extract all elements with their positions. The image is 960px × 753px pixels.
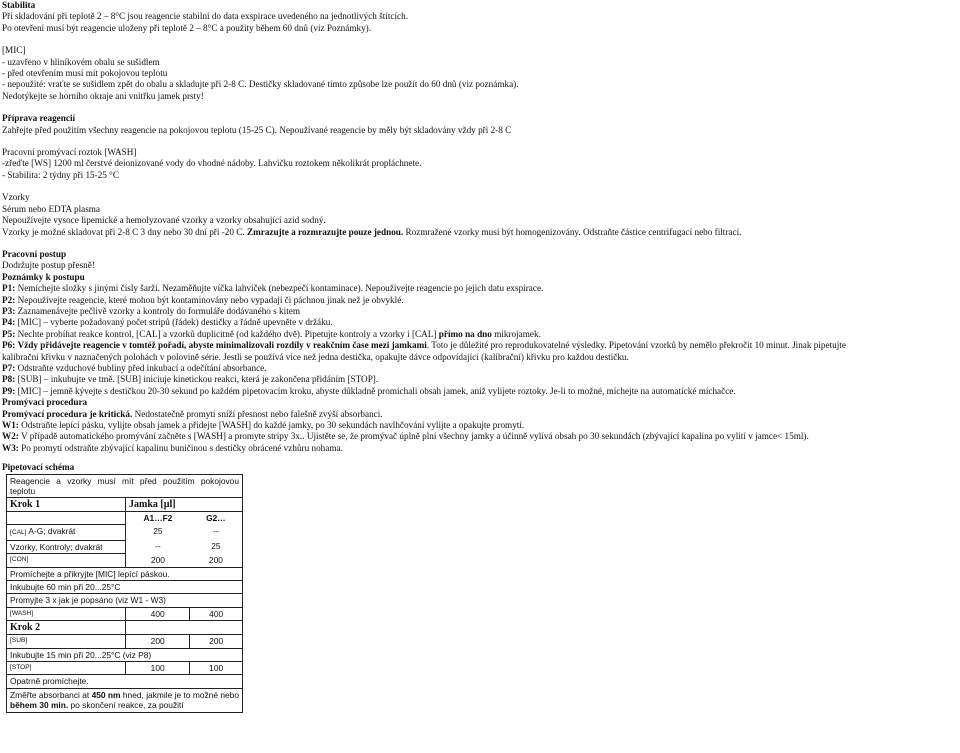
note-p1: P1: Nemíchejte složky s jinými čísly šarží. Nezaměňujte víčka lahviček (nebezpečí kontaminace). Nepoužívejte reagencie po jejich datu exspirace. <box>2 283 544 294</box>
note-p9: P9: [MIC] – jemně kývejte s destičkou 20-30 sekund po každém pipetovacím kroku, abyste důkladně promíchali obsah jamek, aniž vylijete roztoky. Je-li to možné, míchejte na automatické míchačce. <box>2 385 736 396</box>
pipetting-table <box>6 474 243 713</box>
wash-w1: W1: Odstraňte lepící pásku, vylijte obsah jamek a přidejte [WASH] do každé jamky, po 30 sekundách navlhčování vylijte a opakujte promytí. <box>2 420 525 430</box>
row-samples-label: Vzorky, Kontroly; dvakrát <box>7 540 126 553</box>
row-con-v1: 200 <box>126 554 190 567</box>
mic-title: [MIC] <box>2 45 26 56</box>
note-p7: P7: Odstraňte vzduchové bubliny před inkubací a odečítání absorbance. <box>2 362 267 373</box>
note-p2: P2: Nepoužívejte reagencie, které mohou být kontaminovány nebo vypadají či páchnou jinak než je obvyklé. <box>2 294 404 305</box>
row-con-label: [CON] <box>7 554 126 567</box>
wash-w3: W3: Po promytí odstraňte zbývající kapalinu buničinou s destičky obrácené vzhůru nohama. <box>2 442 343 453</box>
washing-line: Promývací procedura je kritická. Nedostatečně promytí sníží přesnost nebo falešně zvýší absorbanci. <box>2 408 383 419</box>
incubate-instruction: Inkubujte 60 min při 20...25°C <box>7 580 243 593</box>
incubate-instruction-2: Inkubujte 15 min při 20...25°C (viz P8) <box>7 648 243 661</box>
row-con-v2: 200 <box>190 554 243 567</box>
row-stop-label: [STOP] <box>7 662 126 675</box>
mic-line: - uzavřeno v hliníkovém obalu se sušidlem <box>2 56 160 67</box>
stability-line: Po otevření musí být reagencie uloženy při teplotě 2 – 8°C a použity během 60 dnů (viz Poznámky). <box>2 22 372 33</box>
row-wash-label: [WASH] <box>7 607 126 620</box>
col-header-g2: G2… <box>190 512 243 525</box>
wash-title: Pracovní promývací roztok [WASH] <box>2 147 137 158</box>
notes-title: Poznámky k postupu <box>2 271 85 282</box>
row-samples-v2: 25 <box>190 540 243 553</box>
procedure-line: Dodržujte postup přesně! <box>2 260 95 271</box>
row-stop-v1: 100 <box>126 662 190 675</box>
mic-line: Nedotýkejte se horního okraje ani vnitřku jamek prsty! <box>2 90 204 101</box>
mic-line: - před otevřením musí mít pokojovou teplotu <box>2 68 168 79</box>
mic-line: - nepoužité: vraťte se sušidlem zpět do obalu a skladujte při 2-8 C. Destičky skladované tímto způsobe lze použít do 60 dnů (viz poznámka). <box>2 79 519 90</box>
row-cal-v1: 25 <box>126 525 190 540</box>
note-p8: P8: [SUB] – inkubujte ve tmě. [SUB] iniciuje kinetickou reakci, která je zakončena přidáním [STOP]. <box>2 374 379 385</box>
row-cal-v2: -- <box>190 525 243 540</box>
stability-line: Při skladování při teplotě 2 – 8°C jsou reagencie stabilní do data exspirace uvedeného na jednotlivých štítcích. <box>2 11 409 22</box>
mix-instruction-2: Opatrně promíchejte. <box>7 675 243 688</box>
procedure-title: Pracovní postup <box>2 248 67 259</box>
samples-line: Nepoužívejte vysoce lipemické a hemolyzované vzorky a vzorky obsahující azid sodný. <box>2 215 326 226</box>
row-wash-v1: 400 <box>126 607 190 620</box>
prep-line: Zahřejte před použitím všechny reagencie na pokojovou teplotu (15-25 C). Nepoužívané reagencie by měly být skladovány vždy při 2-8 C <box>2 124 512 135</box>
samples-title: Vzorky <box>2 192 30 203</box>
row-sub-v2: 200 <box>190 635 243 648</box>
wash-line: - Stabilita: 2 týdny při 15-25 °C <box>2 169 119 180</box>
document <box>2 0 954 713</box>
pipetting-title: Pipetovací schéma <box>2 462 75 473</box>
step-1-label: Krok 1 <box>7 498 126 512</box>
note-p3: P3: Zaznamenávejte pečlivě vzorky a kontroly do formuláře dodávaného s kitem <box>2 305 300 316</box>
wash-w2: W2: V případě automatického promývání začněte s [WASH] a promyte stripy 3x.. Ujistěte se, že promývač úplně plní všechny jamky a účinně vylívá obsah po 30 sekundách (zbývající kapalina po vylití v jamce< 15ml). <box>2 431 809 442</box>
samples-line: Vzorky je možné skladovat při 2-8 C 3 dny nebo 30 dní při -20 C. Zmrazujte a rozmrazujte pouze jednou. Rozmražené vzorky musí být homogenizovány. Odstraňte částice centrifugací nebo filtrací. <box>2 226 742 237</box>
row-sub-label: [SUB] <box>7 635 126 648</box>
washing-title: Promývací procedura <box>2 397 88 408</box>
row-sub-v1: 200 <box>126 635 190 648</box>
note-p4: P4: [MIC] – vyberte požadovaný počet stripů (řádek) destičky a řádně upevněte v držáku. <box>2 317 333 328</box>
well-header: Jamka [µl] <box>126 498 243 512</box>
note-p6-cont: kalibrační křivku v naznačených polohách v polovině série. Jestli se používá více než jedna destička, opakujte dávce odpovídající (kalibrační) křivku pro každou destičku. <box>2 351 629 362</box>
row-wash-v2: 400 <box>190 607 243 620</box>
step-2-label: Krok 2 <box>7 621 126 635</box>
note-p6: P6: Vždy přidávejte reagencie v tomtéž pořadí, abyste minimalizovali rozdíly v reakčním čase mezi jamkami. Toto je důležité pro reprodukovatelné výsledky. Pipetování vzorků by nemělo překročit 10 minut. Jinak pipetujte <box>2 340 846 351</box>
rinse-instruction: Promyjte 3 x jak je popsáno (viz W1 - W3) <box>7 594 243 607</box>
measure-instruction: Změřte absorbanci at 450 nm hned, jakmile je to možné nebo během 30 min. po skončení reakce, za použití <box>7 688 243 712</box>
samples-line: Sérum nebo EDTA plasma <box>2 203 101 214</box>
prep-title: Příprava reagencií <box>2 113 76 124</box>
row-stop-v2: 100 <box>190 662 243 675</box>
pipetting-intro: Reagencie a vzorky musí mít před použitím pokojovou teplotu <box>7 474 243 498</box>
row-cal-label: [CAL] A-G; dvakrát <box>7 525 126 540</box>
mix-instruction: Promíchejte a přikryjte [MIC] lepící páskou. <box>7 567 243 580</box>
note-p5: P5: Nechte probíhat reakce kontrol, [CAL] a vzorků duplicitně (od každého dvě). Pipetujte kontroly a vzorky i [CAL] přímo na dno mikrojamek. <box>2 328 541 339</box>
wash-line: -zřeďte [WS] 1200 ml čerstvé deionizované vody do vhodné nádoby. Lahvičku roztokem několikrát propláchnete. <box>2 158 422 169</box>
stability-title: Stabilita <box>2 0 36 10</box>
col-header-a1-f2: A1…F2 <box>126 512 190 525</box>
row-samples-v1: -- <box>126 540 190 553</box>
